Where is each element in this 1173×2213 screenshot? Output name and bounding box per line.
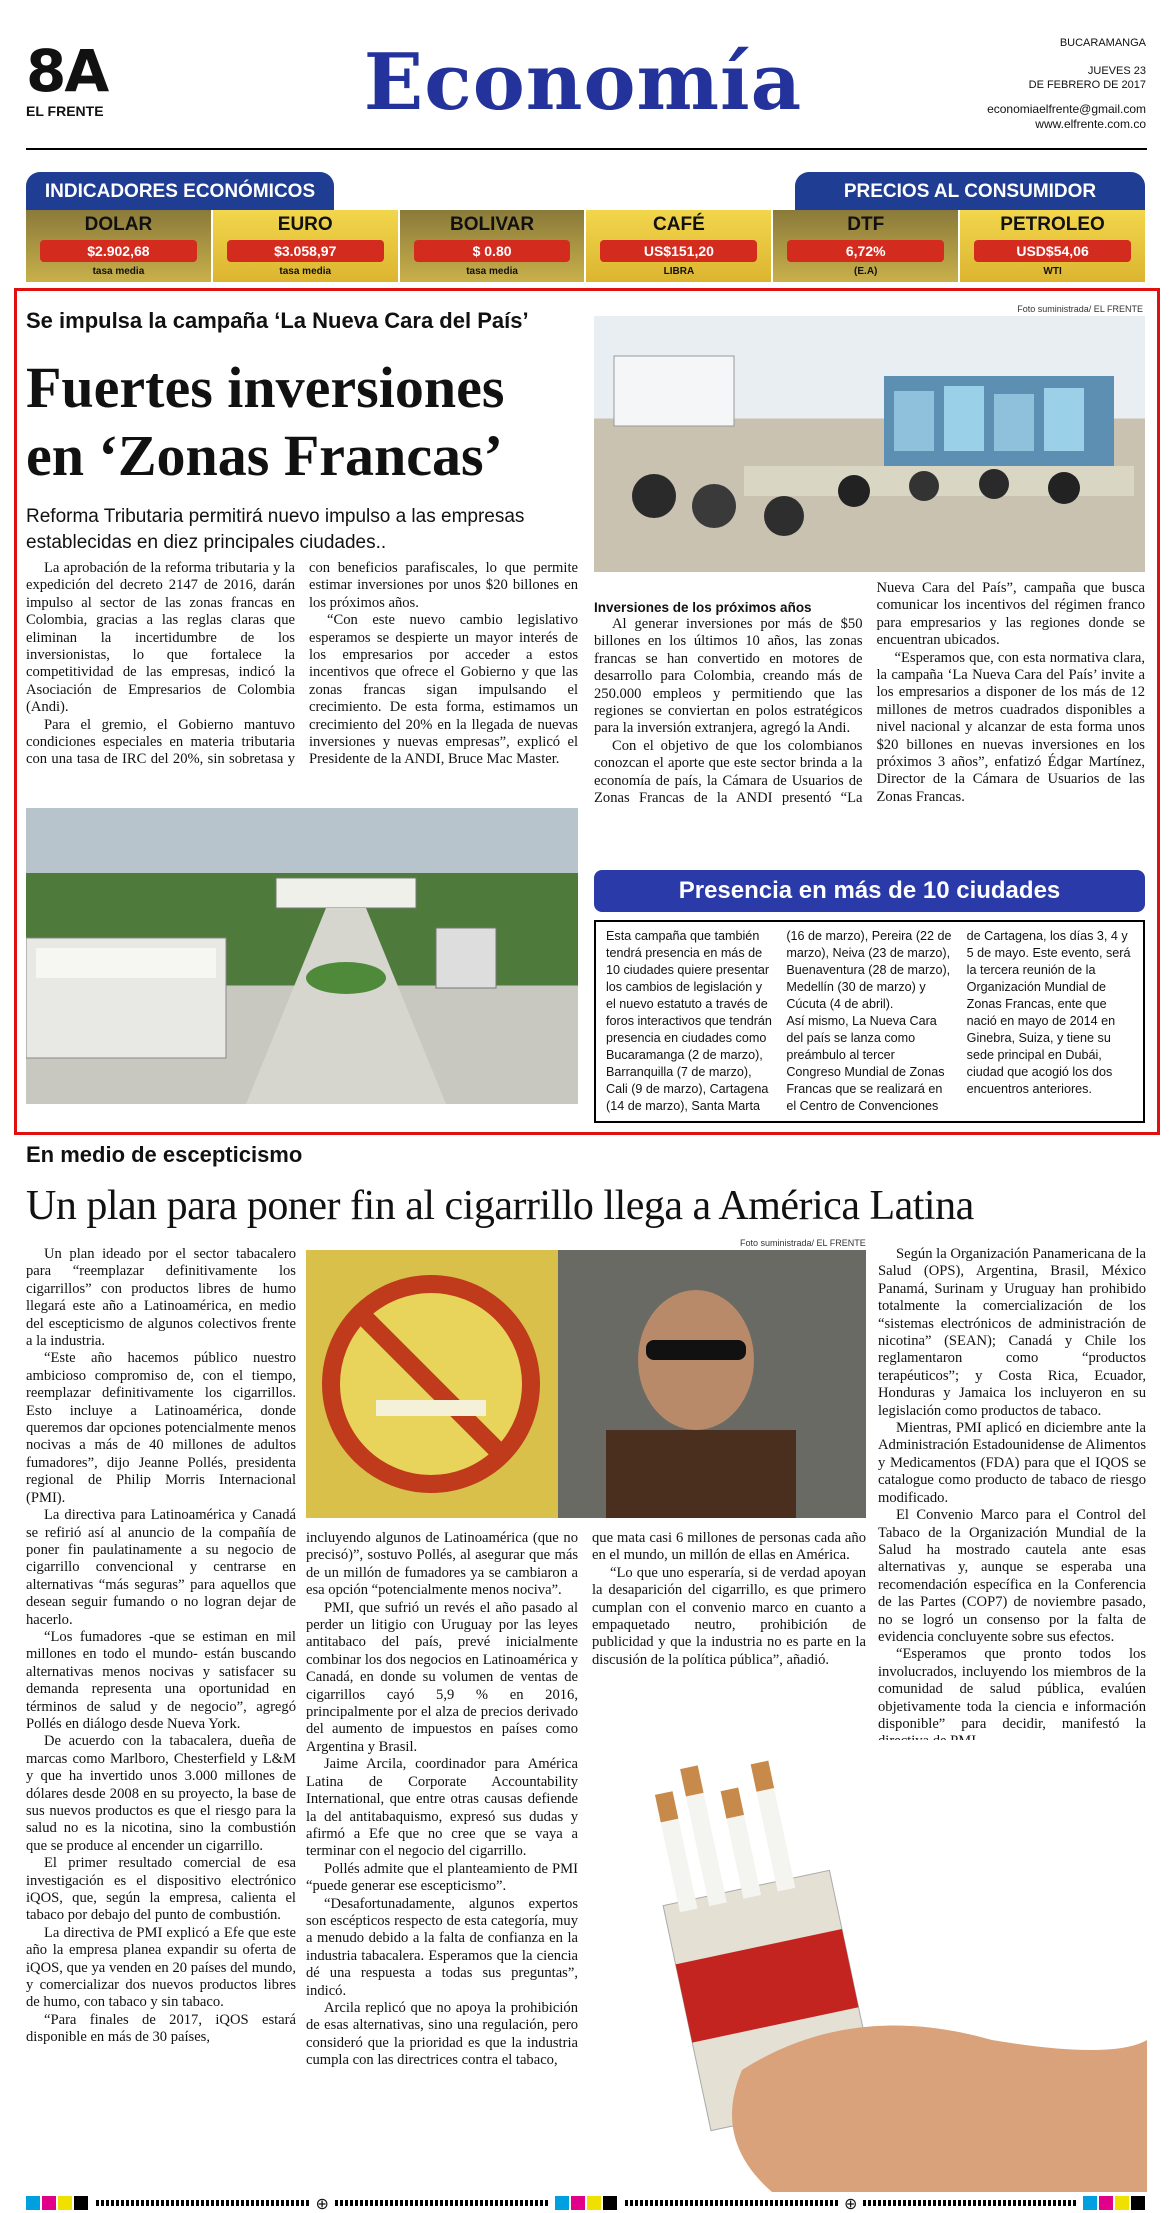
email-link[interactable]: economiaelfrente@gmail.com (987, 102, 1146, 116)
indicator-sub: WTI (1043, 266, 1062, 277)
article2-col2 (306, 1530, 578, 2192)
free-zone-aerial-photo (26, 808, 578, 1104)
smoker-photo (306, 1250, 866, 1518)
cigarette-pack-photo (592, 1740, 1147, 2192)
paragraph: Un plan ideado por el sector tabacalero para “reemplazar definitivamente los cigarrillos” con productos libres de humo llegará este año a Latinoamérica, en medio del escepticismo de algunos colectivos frente a la industria. (26, 1246, 296, 1350)
meeting-photo (594, 316, 1145, 572)
cigarette-illustration (592, 1740, 1147, 2192)
paragraph: “Lo que uno esperaría, si de verdad apoyan la desaparición del cigarrillo, es que primero cumplan con el convenio marco en cuanto a empaquetado neutro, prohibición de publicidad y que la industria no es parte en la discusión de la política pública”, añadió. (592, 1564, 866, 1668)
paragraph: El primer resultado comercial de esa investigación es el dispositivo electrónico iQOS, que, según la empresa, calienta el tabaco por debajo del punto de combustión. (26, 1855, 296, 1924)
gray-scale-bar (863, 2200, 1077, 2206)
paragraph: El Convenio Marco para el Control del Tabaco de la Organización Mundial de la Salud ha mostrado cautela ante esas alternativas y, aunque se esperaba una recomendación específica en la Conferencia de las Partes (COP7) de noviembre pasado, no se logró un consenso por la falta de evidencia concluyente sobre sus efectos. (878, 1507, 1146, 1645)
indicator-value: $2.902,68 (40, 240, 197, 262)
paragraph: Mientras, PMI aplicó en diciembre ante la Administración Estadounidense de Alimentos y Medicamentos (FDA) para que el IQOS se catalogue como producto de tabaco de riesgo modificado. (878, 1420, 1146, 1506)
indicators-strip (26, 210, 1147, 282)
info-box-title: Presencia en más de 10 ciudades (594, 870, 1145, 912)
paragraph: “Esperamos que, con esta normativa clara, la campaña ‘La Nueva Cara del País’ invite a los empresarios a disponer de los más de 12 millones de metros cuadrados disponibles a nivel nacional y alcanzar de esta forma unos $20 billones en nuevas inversiones en los próximos 3 años”, enfatizó Édgar Martínez, Director de la Cámara de Usuarios de las Zonas Francas. (876, 649, 1145, 805)
headline-line-2: en ‘Zonas Francas’ (26, 423, 503, 488)
black-swatch (74, 2196, 88, 2210)
indicator-euro (213, 210, 400, 282)
magenta-swatch (1099, 2196, 1113, 2210)
black-swatch (603, 2196, 617, 2210)
paragraph: La directiva de PMI explicó a Efe que este año la empresa planea expandir su oferta de iQOS, que ya venden en 20 países del mundo, y comercializar dos nuevos productos libres de humo, con tabaco y sin tabaco. (26, 1924, 296, 2011)
indicator-dolar (26, 210, 213, 282)
smoker-illustration (306, 1250, 866, 1518)
magenta-swatch (571, 2196, 585, 2210)
indicator-value: US$151,20 (600, 240, 757, 262)
article1-body (26, 560, 578, 792)
paragraph: incluyendo algunos de Latinoamérica (que no precisó)”, sostuvo Pollés, al asegurar que más de un millón de fumadores ya se cambiaron a esa opción “potencialmente menos nociva”. (306, 1530, 578, 1599)
masthead-rule (26, 148, 1147, 150)
article1-headline (26, 354, 586, 490)
indicator-sub: tasa media (466, 266, 518, 277)
article1-deck: Reforma Tributaria permitirá nuevo impulso a las empresas establecidas en diez principales ciudades.. (26, 506, 525, 553)
paragraph: “Con este nuevo cambio legislativo esperamos se despierte un mayor interés de los empresarios por acceder a estos incentivos que ofrece el Gobierno y que las zonas francas sigan impulsando el crecimiento. De esta forma, estimamos un crecimiento del 20% en la llegada de nuevas inversiones y nuevas empresas”, explicó el Presidente de la ANDI, Bruce Mac Master. (309, 612, 578, 768)
city: BUCARAMANGA (1059, 37, 1146, 49)
indicator-dtf (773, 210, 960, 282)
indicator-name: DOLAR (84, 214, 153, 235)
page-number: 8A (26, 37, 108, 105)
indicator-name: BOLIVAR (450, 214, 535, 235)
indicator-name: EURO (277, 214, 333, 235)
indicator-name: PETROLEO (1000, 214, 1105, 235)
website-link[interactable]: www.elfrente.com.co (1035, 117, 1146, 131)
indicator-cafe (586, 210, 773, 282)
article2-col1 (26, 1246, 296, 2192)
paragraph: que mata casi 6 millones de personas cada año en el mundo, un millón de ellas en América. (592, 1530, 866, 1564)
paragraph: “Desafortunadamente, algunos expertos son escépticos respecto de esta categoría, muy a menudo debido a la falta de confianza en la industria tabacalera. Esperamos que la ciencia dé una respuesta a todas sus preguntas”, indicó. (306, 1895, 578, 1999)
indicator-name: CAFÉ (653, 214, 705, 235)
date-day: JUEVES 23 (1087, 65, 1146, 77)
paragraph: “Los fumadores -que se estiman en mil millones en todo el mundo- están buscando alternativas menos nocivas y satisfacer su demanda representa una oportunidad en términos de salud y de negocio”, agregó Pollés en diálogo desde Nueva York. (26, 1628, 296, 1732)
photo-credit: Foto suministrada/ EL FRENTE (740, 1238, 866, 1248)
article2-col3a (592, 1530, 866, 1730)
indicator-sub: tasa media (279, 266, 332, 277)
paragraph: Al generar inversiones por más de $50 billones en los últimos 10 años, las zonas francas se han convertido en motores de desarrollo para Colombia, creando más de 250.000 empleos y permitiendo que las regiones se conviertan en polos estratégicos para la inversión extranjera, agregó la Andi. (594, 616, 863, 737)
paragraph: Jaime Arcila, coordinador para América Latina de Corporate Accountability International, que entre otras causas defiende la del antitabaquismo, expresó sus dudas y afirmó a Efe que no cree que se vaya a terminar con el negocio del cigarrillo. (306, 1756, 578, 1860)
print-registration-bar (26, 2195, 1147, 2211)
indicator-value: 6,72% (787, 240, 944, 262)
paper-name: EL FRENTE (26, 103, 104, 119)
paragraph: Esta campaña que también tendrá presencia en más de 10 ciudades quiere presentar los cambios de legislación y el nuevo estatuto a través de foros interactivos que tendrán presencia en ciudades como Bucaramanga (2 de marzo), Barranquilla (7 de marzo), Cali (9 de marzo), Cartagena (14 de marzo), Santa Marta (16 de marzo), Pereira (22 de marzo), Neiva (23 de marzo), Buenaventura (28 de marzo), Medellín (30 de marzo) y Cúcuta (4 de abril). (606, 929, 952, 1113)
indicator-sub: (E.A) (854, 266, 878, 277)
cyan-swatch (26, 2196, 40, 2210)
paragraph: Según la Organización Panamericana de la Salud (OPS), Argentina, Brasil, México Panamá, Surinam y Uruguay han prohibido totalmente la comercialización de los “sistemas electrónicos de administración de nicotina” (SEAN); Canadá y Chile los reglamentaron como “productos terapéuticos”; y Costa Rica, Ecuador, Honduras y Jamaica los incluyeron en su legislación como productos de tabaco. (878, 1246, 1146, 1419)
article1-subhead: Inversiones de los próximos años (594, 600, 812, 615)
cyan-swatch (1083, 2196, 1097, 2210)
paragraph: Pollés admite que el planteamiento de PMI “puede generar ese escepticismo”. (306, 1860, 578, 1895)
gray-scale-bar (335, 2200, 549, 2206)
date-full: DE FEBRERO DE 2017 (1028, 79, 1146, 91)
indicator-sub: tasa media (92, 266, 145, 277)
indicator-bolivar (400, 210, 587, 282)
indicator-value: $3.058,97 (227, 240, 384, 262)
yellow-swatch (58, 2196, 72, 2210)
paragraph: La directiva para Latinoamérica y Canadá se refirió así al anuncio de la compañía de poner fin paulatinamente a su negocio de cigarrillo convencional y centrarse en alternativas “más seguras” para aquellos que desean seguir fumando o no logran dejar de hacerlo. (26, 1507, 296, 1628)
paragraph: Arcila replicó que no apoya la prohibición de esas alternativas, sino una regulación, pero consideró que la prioridad es que la industria cumpla con las directrices contra el tabaco, (306, 1999, 578, 2069)
gray-scale-bar (625, 2200, 839, 2206)
indicator-petroleo (960, 210, 1147, 282)
magenta-swatch (42, 2196, 56, 2210)
article1-kicker: Se impulsa la campaña ‘La Nueva Cara del País’ (26, 308, 529, 333)
cyan-swatch (555, 2196, 569, 2210)
black-swatch (1131, 2196, 1145, 2210)
date (1029, 64, 1146, 92)
article2-kicker: En medio de escepticismo (26, 1142, 303, 1167)
paragraph: “Este año hacemos público nuestro ambicioso compromiso de, con el tiempo, reemplazar definitivamente los cigarrillos. Esto incluye a Latinoamérica, donde queremos dar opciones potencialmente menos nocivas a más de 40 millones de adultos fumadores”, dijo Jeanne Pollés, presidenta regional de Philip Morris Internacional (PMI). (26, 1350, 296, 1506)
paragraph: “Esperamos que pronto todos los involucrados, incluyendo los miembros de la comunidad de salud pública, evalúen objetivamente toda la ciencia e información disponible” para decidir, manifestó la (878, 1646, 1146, 1732)
article2-headline: Un plan para poner fin al cigarrillo llega a América Latina (26, 1183, 974, 1229)
yellow-swatch (587, 2196, 601, 2210)
yellow-swatch (1115, 2196, 1129, 2210)
paragraph: La aprobación de la reforma tributaria y la expedición del decreto 2147 de 2016, darán impulso al sector de las zonas francas en Colombia, gracias a las reglas claras que eliminan la incertidumbre de los inversionistas, lo que fortalece la competitividad de las empresas, indicó la Asociación de Empresarios de Colombia (Andi). (26, 560, 295, 716)
paragraph: PMI, que sufrió un revés el año pasado al perder un litigio con Uruguay por las leyes antitabaco del país, prevé inicialmente combinar los dos negocios en Latinoamérica y Canadá, en donde su volumen de ventas de cigarrillos cayó 5,9 % en 2016, principalmente por el alza de precios derivado del aumento de impuestos en países como Argentina y Brasil. (306, 1599, 578, 1755)
paragraph: Con el objetivo de que los colombianos conozcan el aporte que este sector brinda a la economía de país, la Cámara de Usuarios de Zonas Francas de la ANDI presentó “La Nueva Cara del País”, campaña que busca comunicar los incentivos del régimen franco para empresarios y las regiones donde se encuentran ubicados. (594, 580, 1145, 807)
section-title: Economía (363, 37, 803, 128)
article1-body2 (594, 580, 1145, 858)
indicator-sub: LIBRA (663, 266, 695, 277)
info-box-body (606, 928, 1133, 1115)
photo-credit: Foto suministrada/ EL FRENTE (1017, 304, 1143, 314)
paragraph: “Para finales de 2017, iQOS estará disponible en más de 30 países, (26, 2011, 296, 2046)
contact (987, 102, 1146, 132)
aerial-illustration (26, 808, 578, 1104)
paragraph: Así mismo, La Nueva Cara del país se lanza como preámbulo al tercer Congreso Mundial de Zonas Francas que se realizará en el Centro de Convenciones de Cartagena, los días 3, 4 y 5 de mayo. Este evento, será la tercera reunión de la Organización Mundial de Zonas Francas, ente que nació en mayo de 2014 en Ginebra, Suiza, y tiene su sede principal en Dubái, ciudad que acogió los dos encuentros anteriores. (786, 929, 1131, 1113)
paragraph: Para el gremio, el Gobierno mantuvo condiciones especiales en materia tributaria con una tasa de IRC del 20%, sin sobretasa y con beneficios parafiscales, lo que permite estimar inversiones por unos $20 billones en los próximos años. (26, 560, 578, 768)
registration-mark-icon: ⊕ (844, 2193, 858, 2213)
headline-line-1: Fuertes inversiones (26, 355, 505, 420)
info-box (594, 920, 1145, 1123)
gray-scale-bar (96, 2200, 310, 2206)
indicator-value: $ 0.80 (414, 240, 571, 262)
indicator-name: DTF (847, 214, 885, 235)
paragraph: De acuerdo con la tabacalera, dueña de marcas como Marlboro, Chesterfield y L&M y que ha invertido unos 3.000 millones de dólares desde 2008 en su proyecto, la base de sus nuevos productos es que el riesgo para la salud no es la nicotina, sino la combustión que se produce al encender un cigarrillo. (26, 1733, 296, 1854)
indicators-title: INDICADORES ECONÓMICOS (26, 172, 334, 212)
meeting-illustration (594, 316, 1145, 572)
indicator-value: USD$54,06 (974, 240, 1131, 262)
registration-mark-icon: ⊕ (315, 2193, 329, 2213)
consumer-prices-title: PRECIOS AL CONSUMIDOR (795, 172, 1145, 212)
